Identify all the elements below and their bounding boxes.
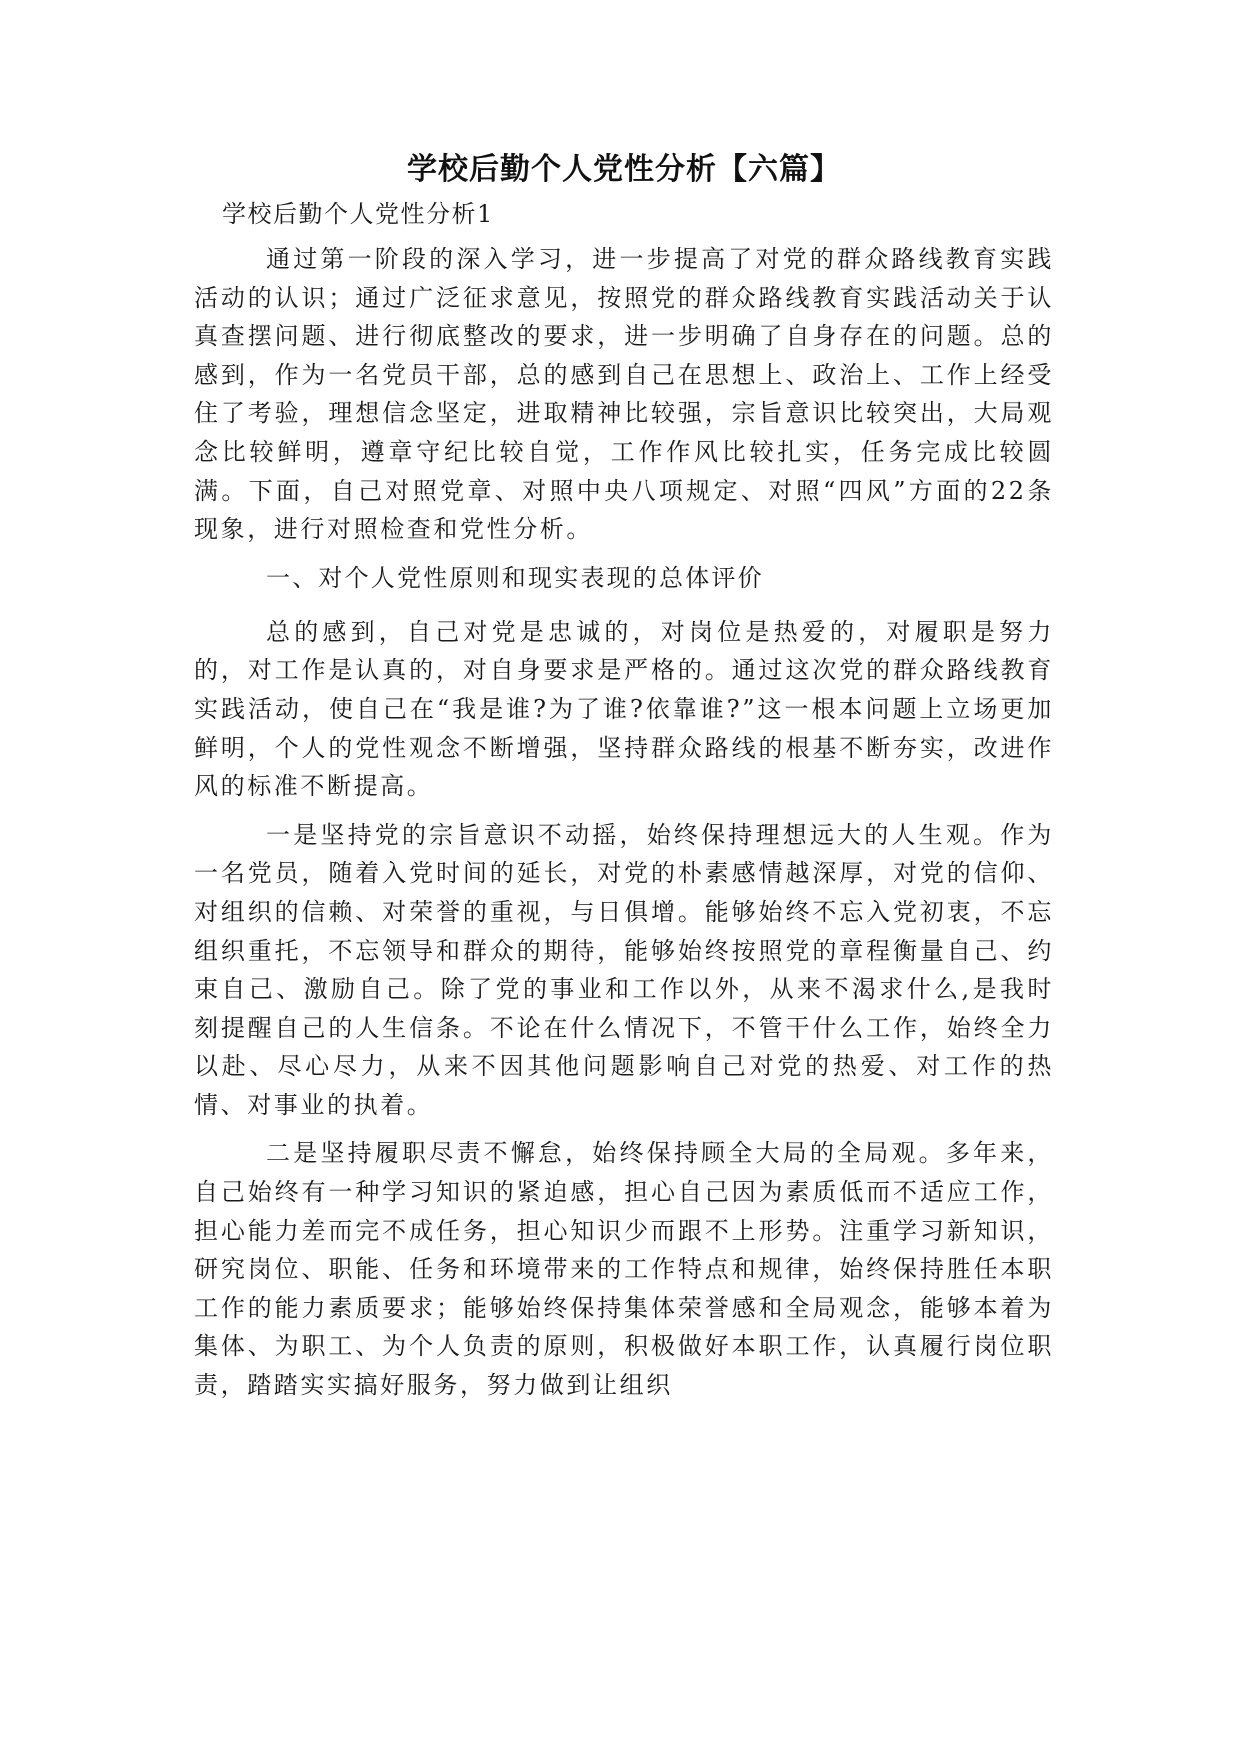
document-body xyxy=(194,148,1054,1415)
paragraph-point-two: 二是坚持履职尽责不懈怠，始终保持顾全大局的全局观。多年来，自己始终有一种学习知识的紧迫感，担心自己因为素质低而不适应工作，担心能力差而完不成任务，担心知识少而跟不上形势。注重学习新知识，研究岗位、职能、任务和环境带来的工作特点和规律，始终保持胜任本职工作的能力素质要求；能够始终保持集体荣誉感和全局观念，能够本着为集体、为职工、为个人负责的原则，积极做好本职工作，认真履行岗位职责，踏踏实实搞好服务，努力做到让组织 xyxy=(194,1139,1054,1400)
paragraph-overall-evaluation: 总的感到，自己对党是忠诚的，对岗位是热爱的，对履职是努力的，对工作是认真的，对自身要求是严格的。通过这次党的群众路线教育实践活动，使自己在“我是谁?为了谁?依靠谁?”这一根本问题上立场更加鲜明，个人的党性观念不断增强，坚持群众路线的根基不断夯实，改进作风的标准不断提高。 xyxy=(194,617,1054,801)
paragraph-point-one: 一是坚持党的宗旨意识不动摇，始终保持理想远大的人生观。作为一名党员，随着入党时间的延长，对党的朴素感情越深厚，对党的信仰、对组织的信赖、对荣誉的重视，与日俱增。能够始终不忘入党初衷，不忘组织重托，不忘领导和群众的期待，能够始终按照党的章程衡量自己、约束自己、激励自己。除了党的事业和工作以外，从来不渴求什么,是我时刻提醒自己的人生信条。不论在什么情况下，不管干什么工作，始终全力以赴、尽心尽力，从来不因其他问题影响自己对党的热爱、对工作的热情、对事业的执着。 xyxy=(194,820,1054,1119)
section-heading: 一、对个人党性原则和现实表现的总体评价 xyxy=(266,563,764,592)
section-subtitle: 学校后勤个人党性分析1 xyxy=(222,200,494,228)
document-title: 学校后勤个人党性分析【六篇】 xyxy=(407,152,841,187)
paragraph-intro: 通过第一阶段的深入学习，进一步提高了对党的群众路线教育实践活动的认识；通过广泛征求意见，按照党的群众路线教育实践活动关于认真查摆问题、进行彻底整改的要求，进一步明确了自身存在的问题。总的感到，作为一名党员干部，总的感到自己在思想上、政治上、工作上经受住了考验，理想信念坚定，进取精神比较强，宗旨意识比较突出，大局观念比较鲜明，遵章守纪比较自觉，工作作风比较扎实，任务完成比较圆满。下面，自己对照党章、对照中央八项规定、对照“四风”方面的22条现象，进行对照检查和党性分析。 xyxy=(194,245,1054,544)
